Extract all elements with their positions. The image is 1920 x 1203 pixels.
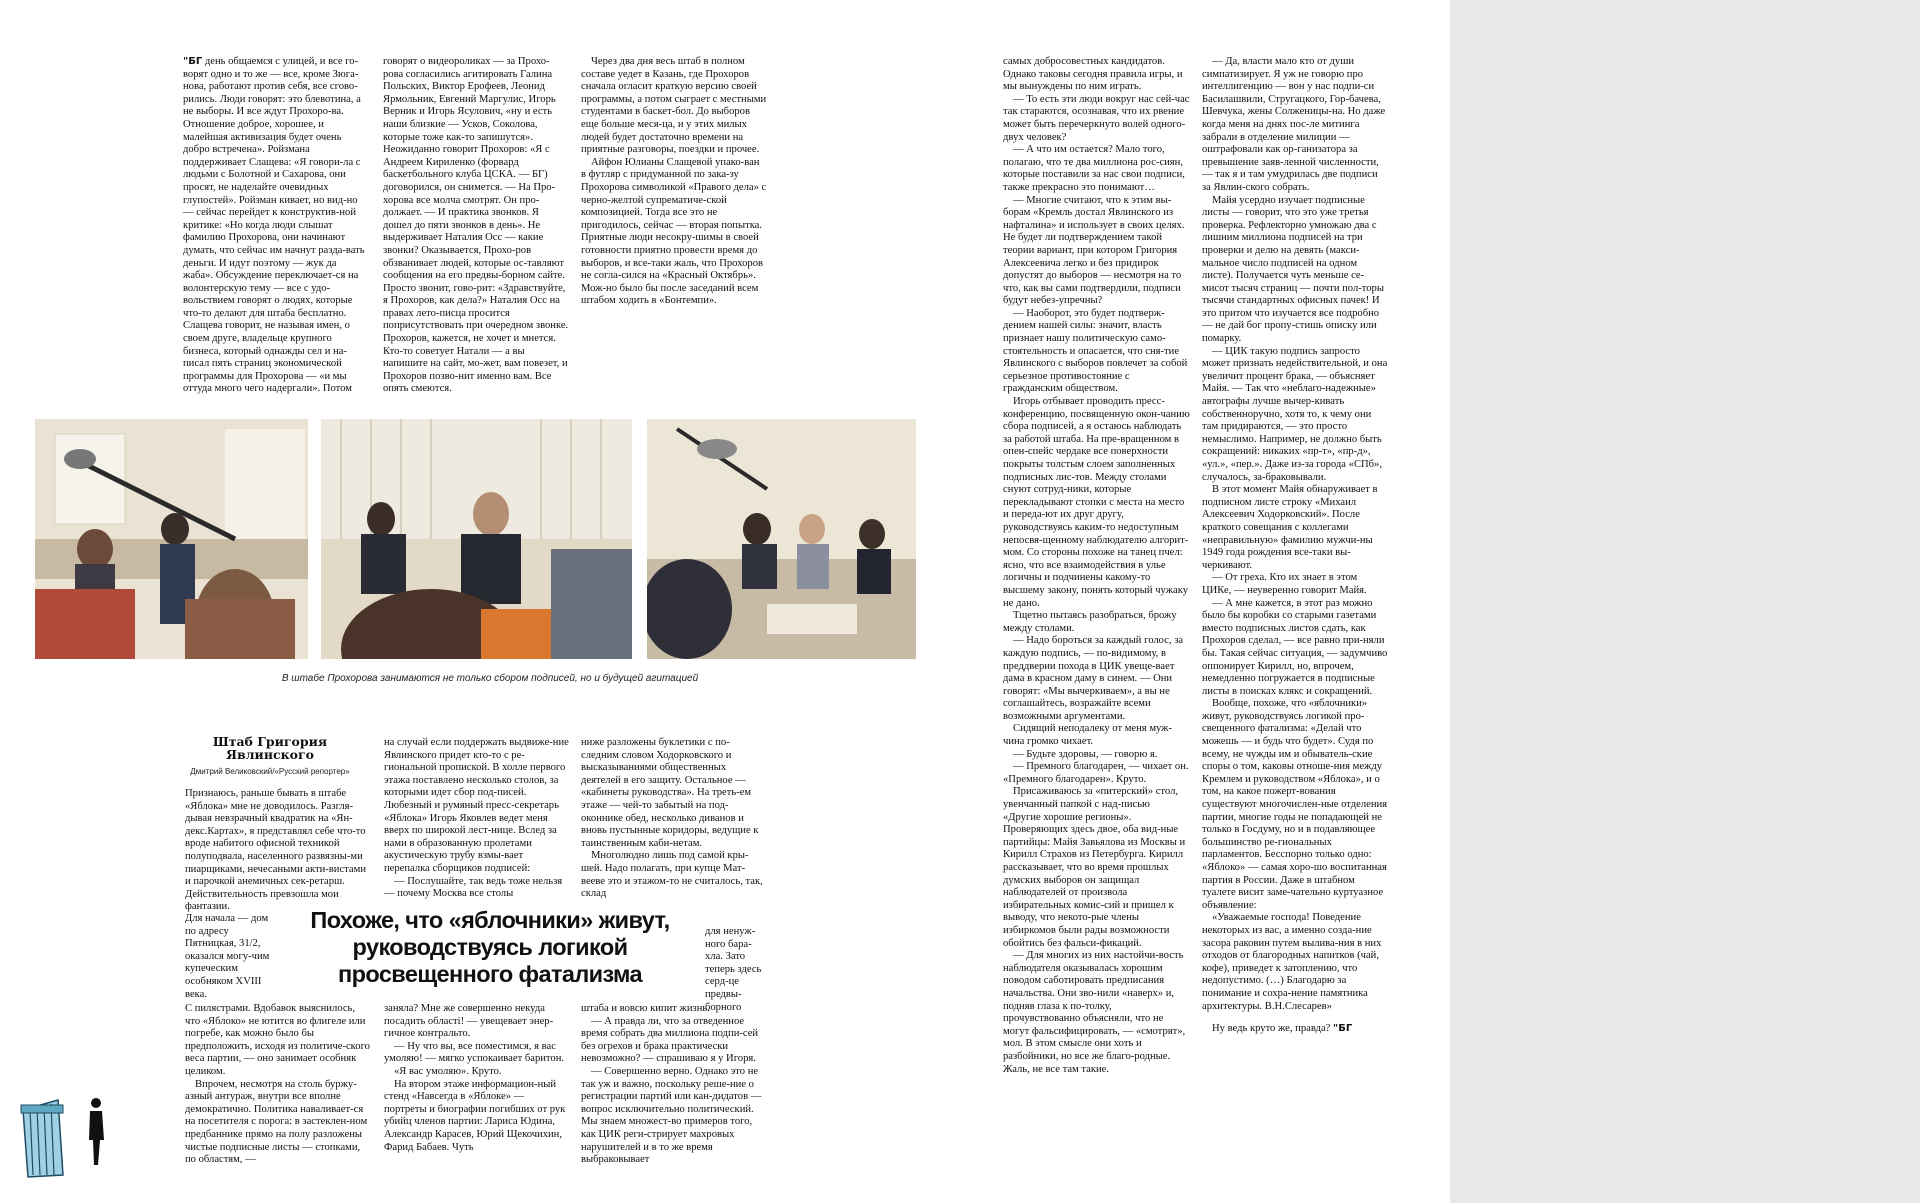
photo-headquarters-2 xyxy=(321,419,632,659)
paragraph: — Да, власти мало кто от души симпатизирует. Я уж не говорю про интеллигенцию — вон у нас подпи-си Басилашвили, Стругацкого, Гор-бачева, Шевчука, жены Солженицы-на. Но даже когда меня на днях пос-ле митинга забрали в отделение милиции — оштрафовали как ор-ганизатора за превышение заяв-ленной численности, — так я и там умудрилась две подписи за Явлин-ского собрать. xyxy=(1202,56,1386,193)
paragraph: — Ну что вы, все поместимся, я вас умоляю! — мягко успокаивает баритон. xyxy=(384,1040,565,1065)
paragraph: — Премного благодарен, — чихает он. xyxy=(1013,761,1189,773)
gray-margin-strip xyxy=(1450,0,1920,1203)
paragraph: «Я вас умоляю». Круто. xyxy=(394,1065,502,1077)
paragraph: — А правда ли, что за отведенное время собрать два миллиона подпи-сей без огрехов и брака практически невозможно? — спрашиваю я у Игоря. xyxy=(581,1015,759,1065)
section-heading xyxy=(180,735,360,776)
paragraph: — Будьте здоровы, — говорю я. xyxy=(1013,748,1158,760)
paragraph: Впрочем, несмотря на столь буржу-азный антураж, внутри все вполне демократично. Политика наваливает-ся на посетителя с порога: в застеклен-ном предбаннике прямо на полу разложены чистые подписные листы — стопками, по областям, — xyxy=(185,1078,368,1166)
article-column-4-narrow xyxy=(185,913,275,1001)
paragraph: Через два дня весь штаб в полном составе уедет в Казань, где Прохоров сначала огласит краткую версию своей программы, а потом сыграет с местными студентами в баскет-бол. До выборов еще больше меся-ца, и у этих милых людей будет достаточно времени на приятные разговоры, поездки и прочее. xyxy=(581,56,767,156)
paragraph: Айфон Юлианы Слащевой упако-ван в футляр с придуманной по зака-зу Прохорова символикой «Правого дела» с черно-желтой супрематиче-ской композицией. Тогда все это не пригодилось, сейчас — вторая попытка. Приятные люди несокру-шимы в своей готовности приятно провести время до выборов, и все-таки жаль, что Прохоров не согла-сился на «Красный Октябрь». Мож-но было бы после заседаний всем штабом ходить в «Бонтемпи». xyxy=(581,156,767,307)
paragraph: — А мне кажется, в этот раз можно было бы коробки со старыми газетами вместо подписных листов сдать, как Прохоров сделал, — все равно при-няли бы. Такая сейчас ситуация, — задумчиво оппонирует Кирилл, но, впрочем, немедленно погружается в подписные листы в поисках клякс и сокращений. xyxy=(1202,597,1388,697)
paragraph: говорят о видеороликах — за Прохо-рова согласились агитировать Галина Польских, Виктор Ерофеев, Леонид Ярмольник, Евгений Маргулис, Игорь Верник и Игорь Ясулович, «ну и есть наши близкие — Усков, Соколова, которые тоже как-то запишутся». Неожиданно говорит Прохоров: «Я с Андреем Кириленко (форвард баскетбольного клуба ЦСКА. — БГ) договорился, он снимется. — На Про-хорова все молча смотрят. Он про-должает. — И практика звонков. Я дошел до пяти звонков в день». Не выдерживает Наталия Осс — какие звонки? Оказывается, Прохо-ров обзванивает людей, которые ос-тавляют сообщения на его предвы-борном сайте. Просто звонит, гово-рит: «Здравствуйте, я Прохоров, как дела?» Наталия Осс на правах лето-писца просится поприсутствовать при очередном звонке. Прохоров, кажется, не хочет и мнется. Кто-то советует Натали — а вы напишите на сайт, мо-жет, вам повезет, и Прохоров позво-нит именно вам. Все опять смеются. xyxy=(383,56,569,395)
photo-headquarters-1 xyxy=(35,419,308,659)
paragraph: — Для многих из них настойчи-вость наблюдателя оказывалась хорошим поводом саботировать предписания начальства. Они зво-нили «наверх» и, подняв глаза к по-толку, прочувствованно объясняли, что не могут фальсифицировать, — «смотрят», мол. В этом смысле они хоть и разбойники, но все же благо-родные. Жаль, не все там такие. xyxy=(1003,950,1186,1075)
article-column-1 xyxy=(183,56,369,396)
article-column-4-top xyxy=(185,788,370,914)
paragraph: Игорь отбывает проводить пресс-конференцию, посвященную окон-чанию сбора подписей, а я остаюсь наблюдать за работой штаба. На пре-вращенном в опен-спейс чердаке все поверхности покрыты толстым слоем заполненных подписных лис-тов. Между столами снуют сотруд-ники, которые перекладывают стопки с места на место и переда-ют их друг другу, руководствуясь каким-то недоступным непосвя-щенному наблюдателю алгорит-мом. Со стороны похоже на танец пчел: ясно, что все взаимодействия в улье логичны и подчинены какому-то высшему закону, понять который чужаку не дано. xyxy=(1003,396,1190,609)
paragraph: штаба и вовсю кипит жизнь. xyxy=(581,1003,710,1014)
paragraph: Многолюдно лишь под самой кры-шей. Надо полагать, при купце Мат-вееве это и этажом-то не считалось, так, склад xyxy=(581,850,763,900)
paragraph: на случай если поддержать выдвиже-ние Явлинского придет кто-то с ре-гиональной пропиской. В холле первого этажа поставлено несколько столов, за которыми идет сбор под-писей. Любезный и румяный пресс-секретарь «Яблока» Игорь Яковлев ведет меня вверх по широкой лест-нице. Вслед за нами в образованную пролетами акустическую трубу взмы-вает перепалка сборщиков подписей: xyxy=(384,737,569,874)
paragraph: ниже разложены буклетики с по-следним словом Ходорковского и высказываниями общественных деятелей в его защиту. Остальное — «кабинеты руководства». На треть-ем этаже — чей-то забытый на под-оконнике обед, несколько диванов и вновь пустынные коридоры, ведущие к таинственным каби-нетам. xyxy=(581,737,759,849)
closing-line: Ну ведь круто же, правда? xyxy=(1212,1023,1331,1035)
paragraph: Присаживаюсь за «питерский» стол, увенчанный папкой с над-писью «Другие хорошие регионы». Проверяющих здесь двое, оба вид-ные партийцы: Майя Завьялова из Москвы и Кирилл Страхов из Петербурга. Кирилл рассказывает, что во время прошлых думских выборов он защищал наблюдателей от произвола избирательных комис-сий и пришел к выводу, что некото-рые члены избиркомов были рады возможности обойтись без фальси-фикаций. xyxy=(1003,786,1186,949)
paragraph: Для начала — дом по адресу Пятницкая, 31/2, оказался могу-чим купеческим особняком XVIII века. xyxy=(185,913,270,1000)
article-column-6-top xyxy=(581,737,767,901)
paragraph: На втором этаже информацион-ный стенд «Навсегда в «Яблоке» — портреты и биографии погибших от рук убийц членов партии: Лариса Юдина, Александр Карасев, Юрий Щекочихин, Фарид Бабаев. Чуть xyxy=(384,1078,566,1153)
paragraph: «Уважаемые господа! Поведение некоторых из вас, а именно созда-ние засора раковин путем вылива-ния в них отходов от благородных напитков (чай, кофе), приведет к затоплению, что недопустимо. (…) Благодарю за понимание и сохра-нение памятника архитектуры. В.Н.Слесарев» xyxy=(1202,912,1382,1012)
article-column-4-bottom xyxy=(185,1003,370,1167)
paragraph: Признаюсь, раньше бывать в штабе «Яблока» мне не доводилось. Разгля-дывая невзрачный квадратик на «Ян-декс.Картах», я представлял себе что-то вроде набитого офисной техникой полуподвала, населенного развязны-ми пиарщиками, нечесаными акти-вистами и парочкой анемичных сек-ретарш. Действительность превзошла мои фантазии. xyxy=(185,788,367,913)
paragraph: — Наоборот, это будет подтверж-дением нашей силы: значит, власть признает нашу политическую само-стоятельность и опасается, что сня-тие Явлинского с выборов повлечет за собой серьезное противостояние с гражданским обществом. xyxy=(1003,307,1188,395)
article-column-5-top xyxy=(384,737,569,901)
section-title: Штаб Григория Явлинского xyxy=(212,734,328,762)
paragraph: Сидящий неподалеку от меня муж-чина громко чихает. xyxy=(1003,723,1173,748)
dropcap-logo: "БГ xyxy=(183,56,203,67)
paragraph: С пилястрами. Вдобавок выяснилось, что «Яблоко» не ютится во флигеле или погребе, как можно было бы предположить, исходя из политиче-ского веса партии, — оно занимает особняк целиком. xyxy=(185,1003,370,1077)
paragraph: — Послушайте, так ведь тоже нельзя — почему Москва все столы xyxy=(384,875,563,900)
paragraph: для ненуж-ного бара-хла. Зато теперь здесь серд-це предвы-борного xyxy=(705,926,762,1013)
article-column-2 xyxy=(383,56,569,396)
paragraph: день общаемся с улицей, и все го-ворят одно и то же — все, кроме Зюга-нова, работают против себя, все сгово-рились. Люди говорят: это блевотина, а не выборы. И все ждут Прохоро-ва. Отношение доброе, хорошее, и малейшая активизация будет очень добро встречена». Ройзмана поддерживает Слащева: «Я говори-ла с людьми с Болотной и Сахарова, они просят, не наделайте очевидных глупостей». Ройзман кивает, но вид-но — сейчас перейдет к конструктив-ной критике: «Но когда люди слышат фамилию Прохорова, они начинают думать, что сейчас им начнут разда-вать деньги. И идут поэтому — жук да жаба». Обсуждение переключает-ся на волонтерскую тему — все с удо-вольствием говорят о людях, которые что-то делают для штаба бесплатно. Слащева говорит, не называя имен, о своем друге, владельце крупного бизнеса, который однажды сел и на-писал пять страниц экономической программы для Прохорова — «и мы оттуда много чего надергали». Потом xyxy=(183,56,365,395)
illustration-gate-icon xyxy=(18,1085,110,1180)
paragraph: самых добросовестных кандидатов. Однако таковы сегодня правила игры, и мы вынуждены по ним играть. xyxy=(1003,56,1183,93)
paragraph: — Совершенно верно. Однако это не так уж и важно, поскольку реше-ние о регистрации партий или кан-дидатов — вопрос исключительно политический. Мы знаем множест-во примеров того, как ЦИК реги-стрирует махровых нарушителей и в то же время выбраковывает xyxy=(581,1065,762,1166)
paragraph: — ЦИК такую подпись запросто может признать недействительной, и она увеличит процент брака, — объясняет Майя. — Так что «неблаго-надежные» автографы лучше вычер-кивать собственноручно, хотя то, к чему они там придираются, — это просто немыслимо. Например, не должно быть сокращений: никаких «пр-т», «пр-д», «ул.», «пер.». Даже из-за города «СПб», случалось, за-браковывали. xyxy=(1202,345,1388,483)
end-sign-logo: "БГ xyxy=(1333,1023,1353,1035)
paragraph: заняла? Мне же совершенно некуда посадить області! — увещевает энер-гичное контральто. xyxy=(384,1003,554,1040)
article-column-5-bottom xyxy=(384,1003,569,1154)
paragraph: — От греха. Кто их знает в этом ЦИКе, — неуверенно говорит Майя. xyxy=(1202,572,1367,596)
paragraph: Тщетно пытаясь разобраться, брожу между столами. xyxy=(1003,610,1177,634)
article-column-7 xyxy=(1003,56,1190,1076)
paragraph: — То есть эти люди вокруг нас сей-час так стараются, осознавая, что их рвение может быть перечеркнуто волей одного-двух человек? xyxy=(1003,93,1190,143)
article-column-6-bottom xyxy=(581,1003,767,1167)
paragraph: — Многие считают, что к этим вы-борам «Кремль достал Явлинского из нафталина» и использует в своих целях. Не будет ли подтверждением такой теории вариант, при котором Григория Алексеевича легко и без придирок допустят до выборов — несмотря на то что, как вы сами подтвердили, подписи будут небез-упречны? xyxy=(1003,194,1185,307)
article-column-6-narrow xyxy=(705,926,769,1014)
paragraph: — Надо бороться за каждый голос, за каждую подпись, — по-видимому, в преддверии похода в ЦИК увеще-вает дама в красном даму в синем. — Они говорят: «Мы вычеркиваем», а вы не соглашайтесь, возражайте всеми возможными аргументами. xyxy=(1003,635,1184,722)
section-author: Дмитрий Великовский/«Русский репортер» xyxy=(190,767,350,776)
photo-headquarters-3 xyxy=(647,419,916,659)
paragraph: Вообще, похоже, что «яблочники» живут, руководствуясь логикой про-свещенного фатализма: «Делай что можешь — и будь что будет». Судя по всему, не чужды им и обыватель-ские споры о том, каковы отноше-ния между Кремлем и руководством «Яблока», и о том, на какое пожерт-вования существуют многочислен-ные отделения партии, многие годы не попадающей не только в Госдуму, но и в подавляющее большинство ре-гиональных парламентов. Бесспорно только одно: «Яблоко» — самая хоро-шо воспитанная партия в России. Даже в штабном туалете висит заме-чательно куртуазное объявление: xyxy=(1202,698,1388,911)
paragraph: — А что им остается? Мало того, полагаю, что те два миллиона рос-сиян, которые поставили за нас свои подписи, также прекрасно это понимают… xyxy=(1003,144,1185,193)
paragraph: «Премного благодарен». Круто. xyxy=(1003,773,1147,785)
paragraph: В этот момент Майя обнаруживает в подписном листе строку «Михаил Алексеевич Ходорковский». После краткого совещания с коллегами «неправильную» фамилию мужчи-ны 1949 года рождения все-таки вы-черкивают. xyxy=(1202,484,1378,571)
paragraph: Майя усердно изучает подписные листы — говорит, что это уже третья проверка. Рефлекторно умножаю два с лишним миллиона подписей на три проверки и делю на девять (макси-мальное число подписей на одном листе). Получается чуть меньше се-мисот тысяч страниц — почти пол-торы тысячи стандартных офисных пачек! И это притом что изучается все подробно — не дай бог пропу-стишь описку или помарку. xyxy=(1202,194,1384,345)
pull-quote: Похоже, что «яблочники» живут, руководствуясь логикой просвещенного фатализма xyxy=(310,907,670,987)
article-column-3 xyxy=(581,56,767,308)
photo-caption: В штабе Прохорова занимаются не только сбором подписей, но и будущей агитацией xyxy=(281,673,699,684)
article-column-8 xyxy=(1202,56,1389,1036)
